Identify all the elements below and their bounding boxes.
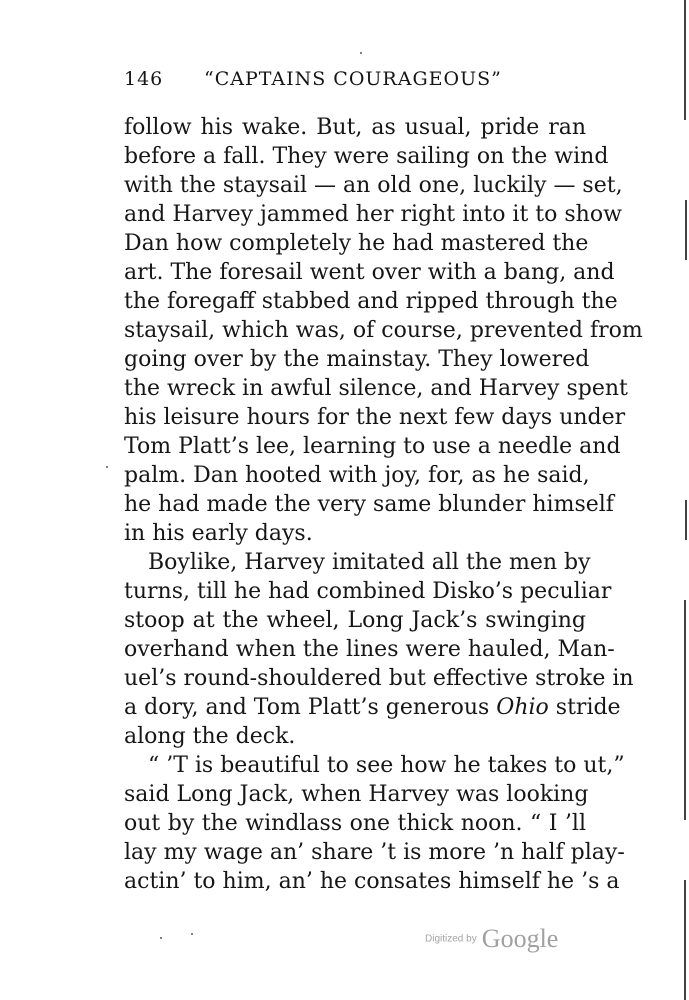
text-line: follow his wake. But, as usual, pride ran [124,115,586,140]
edge-mark [684,0,686,120]
text-line: said Long Jack, when Harvey was looking [124,782,589,807]
text-line: stoop at the wheel, Long Jack’s swinging [124,608,586,633]
edge-mark [685,500,687,540]
text-line: staysail, which was, of course, prevented from [124,318,643,343]
italic-word: Ohio [496,695,549,720]
text-line-with-italic [124,693,621,722]
text-line: before a fall. They were sailing on the wind [124,144,609,169]
text-line: lay my wage an’ share ’t is more ’n half play- [124,840,625,865]
text-line: uel’s round-shouldered but effective stroke in [124,666,634,691]
text-line: the wreck in awful silence, and Harvey spent [124,376,628,401]
text-line: his leisure hours for the next few days under [124,405,626,430]
text-line: the foregaff stabbed and ripped through the [124,289,618,314]
line-suffix: stride [548,695,621,720]
line-prefix: a dory, and Tom Platt’s generous [124,695,497,720]
edge-mark [684,600,686,820]
text-line: art. The foresail went over with a bang, and [124,260,615,285]
paper-speck [360,52,362,54]
watermark-prefix: Digitized by [425,933,477,945]
running-head: “CAPTAINS COURAGEOUS” [204,68,502,90]
text-line: overhand when the lines were hauled, Man- [124,637,615,662]
text-line: Tom Platt’s lee, learning to use a needle and [124,434,621,459]
text-line: he had made the very same blunder himself [124,492,614,517]
digitized-watermark [425,924,558,954]
text-line: palm. Dan hooted with joy, for, as he said, [124,463,590,488]
google-logo: Google [481,924,559,953]
paper-speck [160,937,162,939]
text-line: Dan how completely he had mastered the [124,231,589,256]
text-line: going over by the mainstay. They lowered [124,347,590,372]
text-line: turns, till he had combined Disko’s peculiar [124,579,612,604]
paragraph-end-line: along the deck. [124,724,296,749]
paper-speck [106,466,108,468]
page-header [124,68,594,94]
text-line: actin’ to him, an’ he consates himself he ’s a [124,869,620,894]
body-text [124,113,643,896]
page-edge [684,0,687,1000]
text-line: with the staysail — an old one, luckily — set, [124,173,623,198]
paper-speck [191,933,193,935]
paragraph-start-line: Boylike, Harvey imitated all the men by [148,550,591,575]
page-number: 146 [124,68,164,90]
text-line: and Harvey jammed her right into it to show [124,202,622,227]
paragraph-start-line: “ ’T is beautiful to see how he takes to ut,” [148,753,625,778]
edge-mark [685,200,687,260]
paragraph-end-line: in his early days. [124,521,313,546]
text-line: out by the windlass one thick noon. “ I ’ll [124,811,586,836]
edge-mark [684,880,686,1000]
